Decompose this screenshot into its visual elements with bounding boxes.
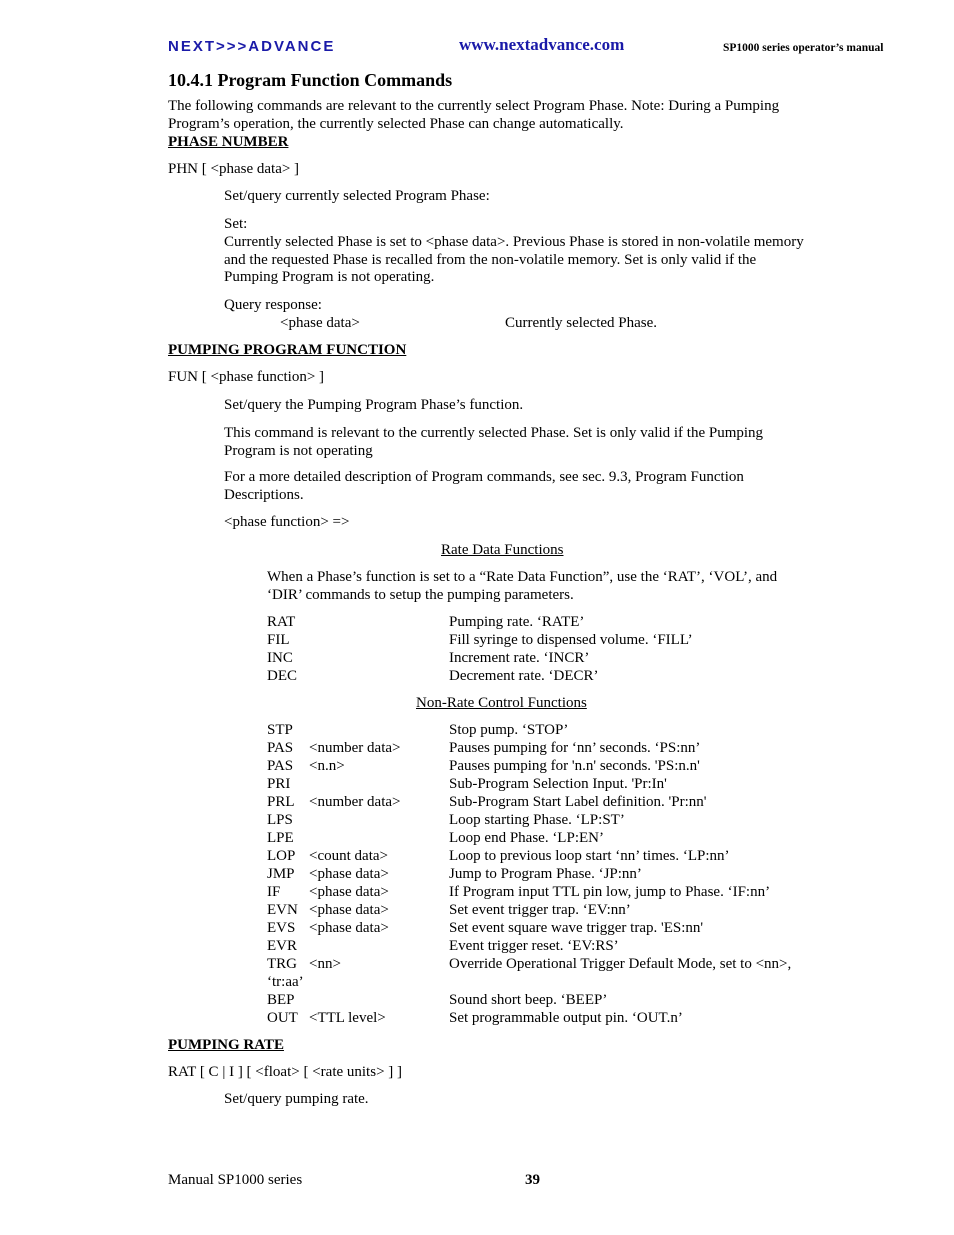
table-row [267,937,827,955]
function-desc: Pumping rate. ‘RATE’ [449,614,585,630]
table-row [267,811,827,829]
function-desc: Sound short beep. ‘BEEP’ [449,992,608,1008]
query-desc: Currently selected Phase. [505,315,658,331]
function-desc: Set event trigger trap. ‘EV:nn’ [449,902,631,918]
function-desc: Set event square wave trigger trap. 'ES:nn' [449,920,704,936]
footer-manual-name: Manual SP1000 series [168,1172,303,1188]
website-link[interactable]: www.nextadvance.com [459,35,625,54]
table-row [267,847,827,865]
query-label: Query response: [224,297,322,313]
nonrate-functions-heading: Non-Rate Control Functions [416,695,587,711]
table-row [267,919,827,937]
function-cmd: INC [267,650,293,666]
set-line-3: Pumping Program is not operating. [224,269,435,285]
function-desc: Pauses pumping for ‘nn’ seconds. ‘PS:nn’ [449,740,701,756]
function-cmd: LOP [267,848,296,864]
function-param: <TTL level> [309,1010,386,1026]
function-cmd: IF [267,884,281,900]
pumping-function-desc: Set/query the Pumping Program Phase’s function. [224,397,524,413]
function-param: <phase data> [309,902,389,918]
query-param: <phase data> [280,315,360,331]
table-row [267,865,827,883]
function-cmd: OUT [267,1010,298,1026]
function-cmd: BEP [267,992,295,1008]
function-desc: Sub-Program Start Label definition. 'Pr:nn' [449,794,707,810]
function-cmd: PAS [267,758,294,774]
nonrate-functions-table [267,721,827,1027]
pumping-rate-syntax: RAT [ C | I ] [ <float> [ <rate units> ] ] [168,1064,403,1080]
table-row [267,631,827,649]
page-number: 39 [525,1172,540,1188]
table-row [267,829,827,847]
function-cmd: PAS [267,740,294,756]
more-line-2: Descriptions. [224,487,304,503]
table-row [267,775,827,793]
table-row [267,973,827,991]
pumping-function-syntax: FUN [ <phase function> ] [168,369,325,385]
function-cmd: EVR [267,938,297,954]
table-row [267,667,827,685]
table-row [267,739,827,757]
pumping-function-heading: PUMPING PROGRAM FUNCTION [168,342,407,358]
intro-line-2: Program’s operation, the currently selected Phase can change automatically. [168,116,624,132]
phase-number-heading: PHASE NUMBER [168,134,289,150]
table-row [267,955,827,973]
function-cmd: TRG [267,956,297,972]
function-param: <phase data> [309,920,389,936]
relevant-line-2: Program is not operating [224,443,373,459]
rate-functions-table [267,613,827,685]
function-param: <number data> [309,740,401,756]
function-desc: Set programmable output pin. ‘OUT.n’ [449,1010,683,1026]
table-row [267,613,827,631]
function-cmd: JMP [267,866,295,882]
section-title: 10.4.1 Program Function Commands [168,70,453,90]
set-label: Set: [224,216,248,232]
phase-number-syntax: PHN [ <phase data> ] [168,161,300,177]
more-line-1: For a more detailed description of Program commands, see sec. 9.3, Program Function [224,469,744,485]
table-row [267,901,827,919]
function-param: <phase data> [309,866,389,882]
rate-note-line-2: ‘DIR’ commands to setup the pumping parameters. [267,587,574,603]
rate-functions-heading: Rate Data Functions [441,542,564,558]
table-row [267,1009,827,1027]
table-row [267,883,827,901]
pumping-rate-heading: PUMPING RATE [168,1037,284,1053]
function-cmd: RAT [267,614,296,630]
function-desc: Event trigger reset. ‘EV:RS’ [449,938,619,954]
table-row [267,991,827,1009]
function-cmd: ‘tr:aa’ [267,974,304,990]
function-desc: Override Operational Trigger Default Mode, set to <nn>, [449,956,792,972]
function-param: <number data> [309,794,401,810]
phase-function-label: <phase function> => [224,514,350,530]
function-desc: Loop end Phase. ‘LP:EN’ [449,830,604,846]
pumping-rate-desc: Set/query pumping rate. [224,1091,369,1107]
function-desc: Sub-Program Selection Input. 'Pr:In' [449,776,667,792]
function-param: <nn> [309,956,341,972]
function-param: <phase data> [309,884,389,900]
manual-title: SP1000 series operator’s manual [723,42,884,54]
function-desc: Pauses pumping for 'n.n' seconds. 'PS:n.n' [449,758,700,774]
function-desc: Loop starting Phase. ‘LP:ST’ [449,812,625,828]
phase-number-desc: Set/query currently selected Program Phase: [224,188,490,204]
table-row [267,721,827,739]
table-row [267,649,827,667]
function-cmd: STP [267,722,293,738]
function-cmd: PRI [267,776,291,792]
function-param: <count data> [309,848,388,864]
table-row [267,757,827,775]
intro-line-1: The following commands are relevant to the currently select Program Phase. Note: During a Pumping [168,98,780,114]
function-cmd: PRL [267,794,295,810]
function-cmd: LPS [267,812,293,828]
company-logo: NEXT>>>ADVANCE [168,38,336,55]
relevant-line-1: This command is relevant to the currently selected Phase. Set is only valid if the Pumping [224,425,764,441]
rate-note-line-1: When a Phase’s function is set to a “Rate Data Function”, use the ‘RAT’, ‘VOL’, and [267,569,778,585]
function-desc: Decrement rate. ‘DECR’ [449,668,599,684]
table-row [267,793,827,811]
function-desc: If Program input TTL pin low, jump to Phase. ‘IF:nn’ [449,884,771,900]
function-cmd: LPE [267,830,294,846]
function-cmd: FIL [267,632,290,648]
function-desc: Increment rate. ‘INCR’ [449,650,590,666]
function-desc: Loop to previous loop start ‘nn’ times. ‘LP:nn’ [449,848,730,864]
set-line-2: and the requested Phase is recalled from the non-volatile memory. Set is only valid if the [224,252,757,268]
function-desc: Jump to Program Phase. ‘JP:nn’ [449,866,642,882]
set-line-1: Currently selected Phase is set to <phase data>. Previous Phase is stored in non-volatile memory [224,234,804,250]
function-desc: Stop pump. ‘STOP’ [449,722,569,738]
function-cmd: EVN [267,902,298,918]
function-param: <n.n> [309,758,345,774]
function-cmd: DEC [267,668,297,684]
function-desc: Fill syringe to dispensed volume. ‘FILL’ [449,632,693,648]
function-cmd: EVS [267,920,296,936]
